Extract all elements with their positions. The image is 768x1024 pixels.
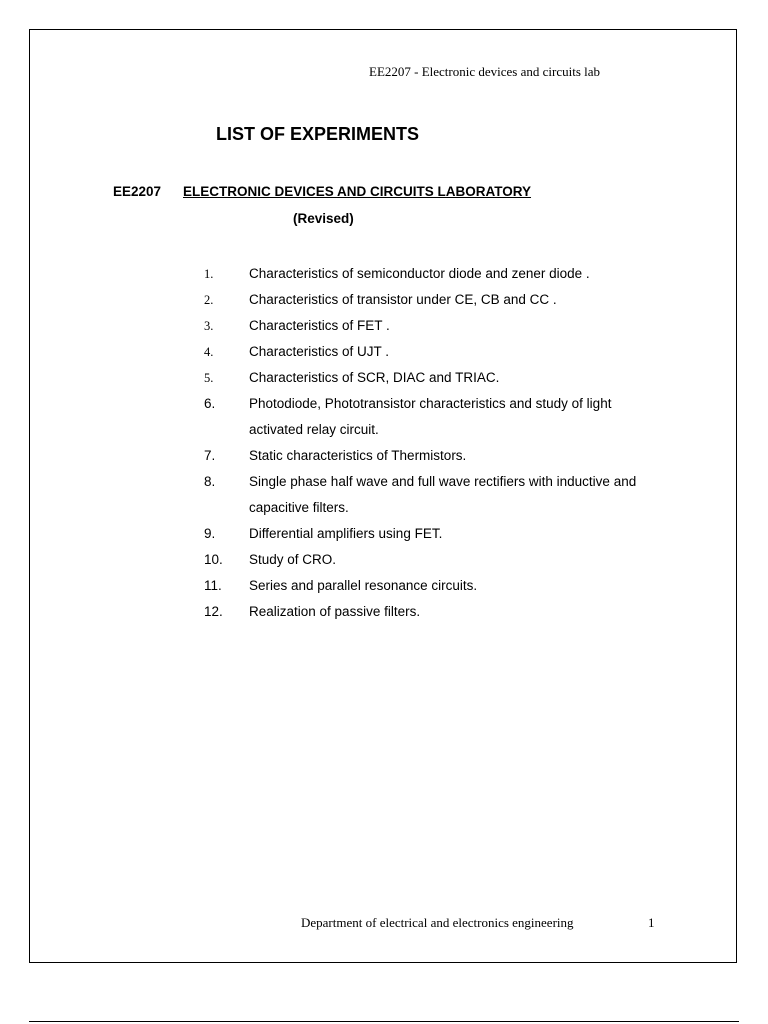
item-number: 9. (204, 526, 216, 541)
item-number: 8. (204, 474, 216, 489)
item-text: Differential amplifiers using FET. (249, 526, 443, 541)
list-item (204, 365, 664, 391)
page-number: 1 (648, 915, 655, 930)
list-item (204, 313, 664, 339)
list-item (204, 287, 664, 313)
item-number: 2. (204, 293, 214, 307)
list-item (204, 599, 664, 625)
list-item (204, 339, 664, 365)
course-name: ELECTRONIC DEVICES AND CIRCUITS LABORATORY (183, 184, 532, 199)
item-text: Series and parallel resonance circuits. (249, 578, 478, 593)
item-text: Study of CRO. (249, 552, 337, 567)
item-text: Static characteristics of Thermistors. (249, 448, 467, 463)
item-number: 3. (204, 319, 214, 333)
item-number: 10. (204, 552, 223, 567)
list-item (204, 521, 664, 547)
item-text: Characteristics of FET . (249, 318, 390, 333)
item-number: 11. (204, 578, 222, 593)
item-number: 6. (204, 396, 216, 411)
item-text: Photodiode, Phototransistor characteristics and study of light activated relay circuit. (249, 396, 612, 437)
list-item (204, 261, 664, 287)
item-text: Characteristics of transistor under CE, CB and CC . (249, 292, 557, 307)
item-number: 1. (204, 267, 214, 281)
revised-subtitle: (Revised) (293, 211, 354, 226)
list-item (204, 469, 664, 521)
item-number: 12. (204, 604, 223, 619)
item-text: Realization of passive filters. (249, 604, 421, 619)
course-heading (113, 184, 531, 199)
list-item (204, 573, 664, 599)
running-header: EE2207 - Electronic devices and circuits lab (369, 64, 601, 79)
experiment-list (204, 261, 664, 625)
course-code: EE2207 (113, 184, 162, 199)
list-item (204, 443, 664, 469)
item-number: 5. (204, 371, 214, 385)
item-number: 7. (204, 448, 216, 463)
list-item (204, 391, 664, 443)
list-item (204, 547, 664, 573)
footer-department: Department of electrical and electronics engineering (301, 915, 574, 930)
item-number: 4. (204, 345, 214, 359)
item-text: Single phase half wave and full wave rectifiers with inductive and capacitive filters. (249, 474, 637, 515)
item-text: Characteristics of SCR, DIAC and TRIAC. (249, 370, 500, 385)
page-divider (29, 1021, 739, 1022)
document-title: LIST OF EXPERIMENTS (216, 124, 420, 144)
item-text: Characteristics of semiconductor diode and zener diode . (249, 266, 590, 281)
item-text: Characteristics of UJT . (249, 344, 390, 359)
